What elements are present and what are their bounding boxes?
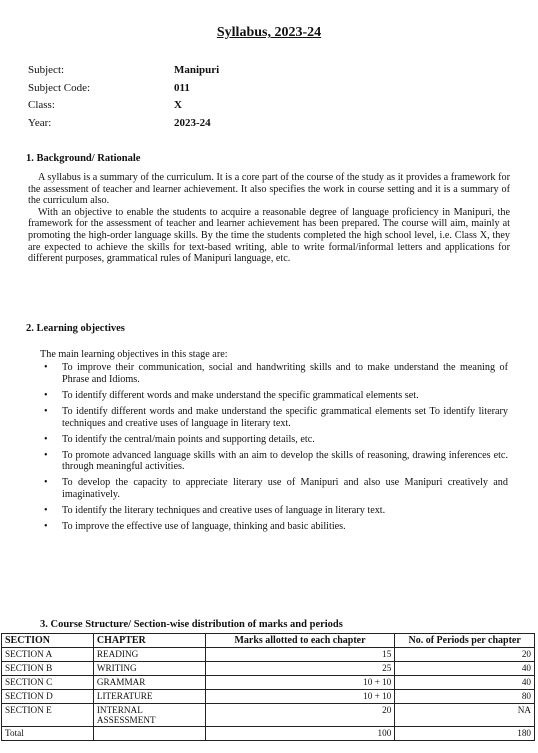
chapter-cell: INTERNAL ASSESSMENT [93,704,205,727]
chapter-cell: GRAMMAR [93,676,205,690]
column-header: CHAPTER [93,634,205,648]
list-item [44,406,508,430]
subject-info [28,62,328,132]
list-item-text: To develop the capacity to appreciate literary use of Manipuri and also use Manipuri creatively and imaginatively. [62,477,508,501]
background-text [28,172,510,265]
total-periods-cell: 180 [395,727,535,741]
subject-code-label: Subject Code: [28,81,91,94]
periods-cell: NA [395,704,535,727]
list-item [44,362,508,386]
year-value: 2023-24 [174,116,211,129]
bullet-icon: • [44,405,48,417]
table-row [2,648,535,662]
list-item-text: To improve their communication, social and handwriting skills and to make understand the meaning of Phrase and Idioms. [62,362,508,385]
year-row [28,115,328,133]
chapter-cell: LITERATURE [93,690,205,704]
list-item [44,434,508,446]
objective-paragraph: With an objective to enable the students to acquire a reasonable degree of language proficiency in Manipuri, the framework for the assessment of teacher and learner achievement has been prepared. The course will aim, mainly at promoting the high-order language skills. By the time the students completed the high school level, i.e. Class X, they are expected to achieve the skills for text-based writing, able to write formal/informal letters and applications for different purposes, grammatical rules of Manipuri language, etc. [28,206,510,265]
section-cell: SECTION E [2,704,94,727]
course-structure-table [1,633,535,741]
list-item [44,390,508,402]
marks-cell: 25 [205,662,395,676]
section-heading-background: 1. Background/ Rationale [26,153,141,164]
periods-cell: 40 [395,676,535,690]
chapter-cell [93,727,205,741]
class-label: Class: [28,99,55,111]
list-item [44,505,508,517]
bullet-icon: • [44,389,48,401]
list-item [44,521,508,533]
list-item-text: To identify different words and make understand the specific grammatical elements set To identify literary techniques and creative uses of language in literary text. [62,405,508,429]
table-header-row [2,634,535,648]
list-item-text: To identify different words and make understand the specific grammatical elements set. [62,389,419,401]
bullet-icon: • [44,521,48,533]
section-heading-course-structure: 3. Course Structure/ Section-wise distribution of marks and periods [40,619,343,630]
subject-value: Manipuri [174,64,220,76]
class-row [28,97,328,115]
objectives-list [44,362,508,537]
column-header: No. of Periods per chapter [395,634,535,648]
section-cell: SECTION D [2,690,94,704]
page-title: Syllabus, 2023-24 [216,25,322,40]
total-label-cell: Total [2,727,94,741]
total-marks-cell: 100 [205,727,395,741]
periods-cell: 40 [395,662,535,676]
periods-cell: 80 [395,690,535,704]
class-value: X [174,99,182,111]
section-cell: SECTION A [2,648,94,662]
section-cell: SECTION B [2,662,94,676]
list-item-text: To identify the literary techniques and creative uses of language in literary text. [62,505,386,517]
table-row [2,662,535,676]
section-heading-objectives: 2. Learning objectives [26,323,125,334]
marks-cell: 15 [205,648,395,662]
objectives-intro: The main learning objectives in this stage are: [40,349,228,360]
marks-cell: 10 + 10 [205,676,395,690]
bullet-icon: • [44,362,48,373]
chapter-cell: READING [93,648,205,662]
subject-label: Subject: [28,64,65,76]
chapter-cell: WRITING [93,662,205,676]
bullet-icon: • [44,449,48,461]
periods-cell: 20 [395,648,535,662]
column-header: Marks allotted to each chapter [205,634,395,648]
list-item-text: To identify the central/main points and supporting details, etc. [62,433,315,445]
subject-code-value: 011 [174,81,190,94]
list-item [44,450,508,474]
table-row [2,690,535,704]
list-item-text: To promote advanced language skills with an aim to develop the skills of reasoning, drawing inferences etc. through meaningful activities. [62,449,508,473]
table-row [2,676,535,690]
column-header: SECTION [2,634,94,648]
marks-cell: 20 [205,704,395,727]
table-row [2,704,535,727]
section-cell: SECTION C [2,676,94,690]
list-item-text: To improve the effective use of language, thinking and basic abilities. [62,521,346,533]
subject-code-row [28,80,328,98]
subject-row [28,62,328,80]
background-paragraph: A syllabus is a summary of the curriculum. It is a core part of the course of the study as it provides a framework for the assessment of teacher and learner achievement. It also specifies the work in course setting and it is a summary of the curriculum also. [28,172,510,207]
list-item [44,477,508,501]
bullet-icon: • [44,433,48,445]
table-total-row [2,727,535,741]
bullet-icon: • [44,505,48,517]
year-label: Year: [28,116,52,129]
bullet-icon: • [44,477,48,489]
marks-cell: 10 + 10 [205,690,395,704]
